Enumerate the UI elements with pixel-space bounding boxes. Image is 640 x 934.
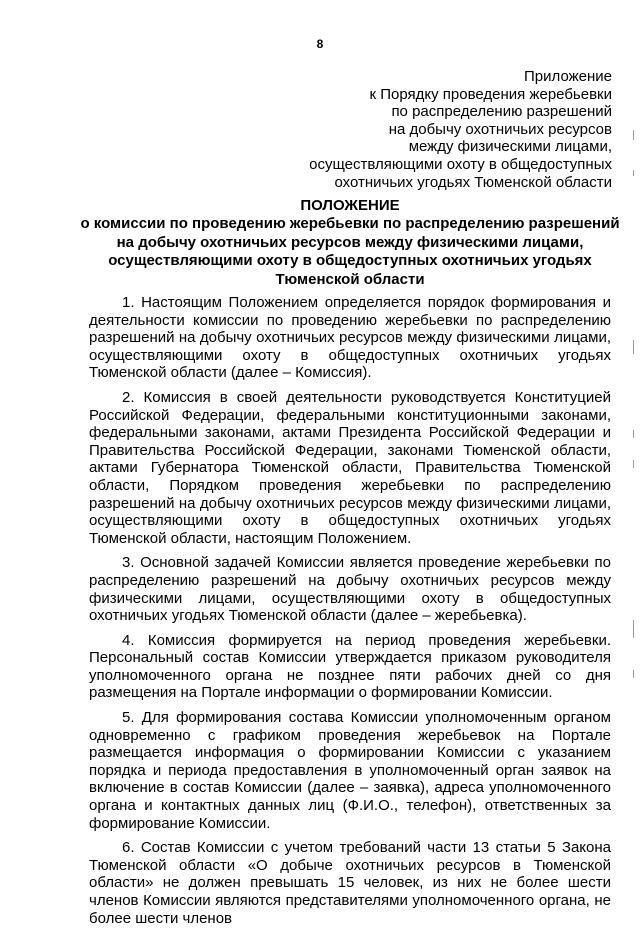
title-line: осуществляющими охоту в общедоступных охотничьих угодьях xyxy=(108,252,592,270)
appendix-line: к Порядку проведения жеребьевки xyxy=(369,85,612,103)
appendix-header xyxy=(282,68,612,191)
appendix-line: на добычу охотничьих ресурсов xyxy=(388,120,612,138)
paragraph-4: 4. Комиссия формируется на период проведения жеребьевки. Персональный состав Комиссии утверждается приказом руководителя уполномоченного органа не позднее пяти рабочих дней со дня размещения на Портале информации о формировании Комиссии. xyxy=(89,631,611,702)
scan-mark xyxy=(633,340,634,354)
paragraph-1: 1. Настоящим Положением определяется порядок формирования и деятельности комиссии по проведению жеребьевки по распределению разрешений на добычу охотничьих ресурсов между физическими лицами, осуществляющими охоту в общедоступных охотничьих угодьях Тюменской области (далее – Комиссия). xyxy=(89,294,611,382)
title-line: Тюменской области xyxy=(275,270,425,288)
title-line: ПОЛОЖЕНИЕ xyxy=(300,197,400,214)
appendix-line: между физическими лицами, xyxy=(408,138,612,156)
document-body xyxy=(89,294,611,934)
appendix-line: Приложение xyxy=(524,68,612,85)
appendix-line: охотничьих угодьях Тюменской области xyxy=(334,173,612,191)
page-number: 8 xyxy=(316,37,324,51)
title-line: о комиссии по проведению жеребьевки по распределению разрешений xyxy=(80,215,620,233)
scan-mark xyxy=(633,620,634,638)
scan-mark xyxy=(633,460,634,468)
paragraph-3: 3. Основной задачей Комиссии является проведение жеребьевки по распределению разрешений на добычу охотничьих ресурсов между физическими лицами, осуществляющими охоту в общедоступных охотничьих угодьях Тюменской области (далее – жеребьевка). xyxy=(89,554,611,625)
scan-mark xyxy=(633,170,634,176)
appendix-line: осуществляющими охоту в общедоступных xyxy=(309,155,612,173)
appendix-line: по распределению разрешений xyxy=(391,103,612,121)
scan-mark xyxy=(633,430,634,438)
scan-margin-marks xyxy=(626,130,636,850)
document-title xyxy=(60,197,640,289)
paragraph-5: 5. Для формирования состава Комиссии уполномоченным органом одновременно с графиком проведения жеребьевок на Портале размещается информация о формировании Комиссии с указанием порядка и периода предоставления в уполномоченный орган заявок на включение в состав Комиссии (далее – заявка), адреса уполномоченного органа и контактных данных лиц (Ф.И.О., телефон), ответственных за формирование Комиссии. xyxy=(89,709,611,832)
scan-mark xyxy=(633,130,634,140)
scan-mark xyxy=(633,670,634,678)
paragraph-2: 2. Комиссия в своей деятельности руководствуется Конституцией Российской Федерации, федеральными конституционными законами, федеральными законами, актами Президента Российской Федерации и Правительства Российской Федерации, законами Тюменской области, актами Губернатора Тюменской области, Правительства Тюменской области, Порядком проведения жеребьевки по распределению разрешений на добычу охотничьих ресурсов между физическими лицами, осуществляющими охоту в общедоступных охотничьих угодьях Тюменской области, настоящим Положением. xyxy=(89,388,611,547)
title-line: на добычу охотничьих ресурсов между физическими лицами, xyxy=(116,233,584,251)
paragraph-6: 6. Состав Комиссии с учетом требований части 13 статьи 5 Закона Тюменской области «О добыче охотничьих ресурсов в Тюменской области» не должен превышать 15 человек, из них не более шести членов Комиссии являются представителями уполномоченного органа, не более шести членов xyxy=(89,839,611,927)
